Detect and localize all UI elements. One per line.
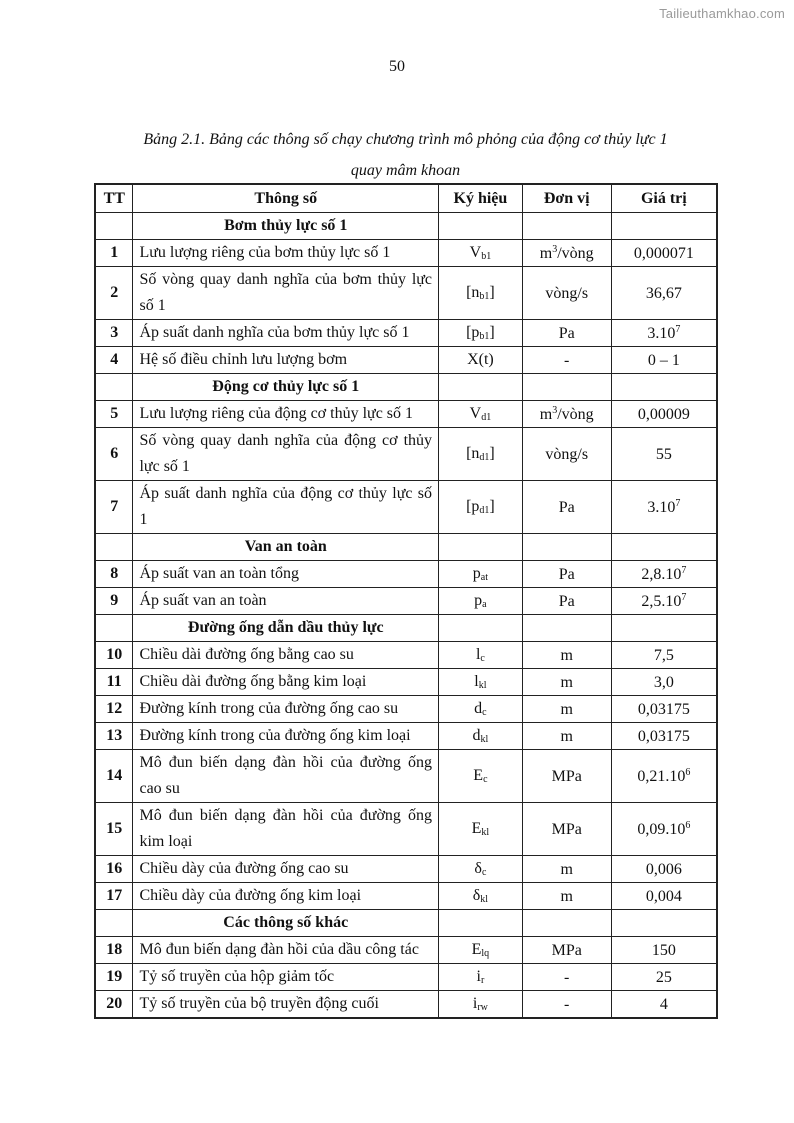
section-value-cell xyxy=(611,213,717,240)
parameter-value xyxy=(611,240,717,267)
parameter-name: Áp suất danh nghĩa của bơm thủy lực số 1 xyxy=(133,320,439,347)
symbol-subscript: kl xyxy=(478,680,487,691)
unit-suffix: /vòng xyxy=(557,244,594,262)
symbol-base: i xyxy=(476,968,481,985)
parameter-name: Áp suất van an toàn tổng xyxy=(133,561,439,588)
unit-base: Pa xyxy=(558,498,575,516)
parameter-name: Áp suất danh nghĩa của động cơ thủy lực số 1 xyxy=(133,481,439,534)
row-number: 7 xyxy=(95,481,133,534)
parameter-symbol xyxy=(439,856,523,883)
row-number: 15 xyxy=(95,803,133,856)
parameter-name: Số vòng quay danh nghĩa của bơm thủy lực số 1 xyxy=(133,267,439,320)
parameter-value xyxy=(611,561,717,588)
symbol-subscript: b1 xyxy=(479,331,490,342)
parameter-symbol xyxy=(439,320,523,347)
parameter-unit xyxy=(522,669,611,696)
unit-base: - xyxy=(564,968,570,986)
symbol-subscript: at xyxy=(480,572,489,583)
parameter-name: Lưu lượng riêng của động cơ thủy lực số 1 xyxy=(133,401,439,428)
section-value-cell xyxy=(611,374,717,401)
row-number: 18 xyxy=(95,937,133,964)
parameter-unit xyxy=(522,401,611,428)
parameter-symbol xyxy=(439,964,523,991)
value-base: 0,000071 xyxy=(633,244,694,262)
unit-base: Pa xyxy=(558,592,575,610)
section-title: Các thông số khác xyxy=(133,910,439,937)
parameter-value xyxy=(611,883,717,910)
symbol-base: l xyxy=(475,646,481,663)
row-number: 2 xyxy=(95,267,133,320)
table-row xyxy=(95,856,717,883)
table-caption xyxy=(94,124,717,186)
watermark: Tailieuthamkhao.com xyxy=(659,6,785,21)
parameter-unit xyxy=(522,991,611,1019)
section-value-cell xyxy=(611,615,717,642)
symbol-base: n xyxy=(471,445,480,462)
parameter-value xyxy=(611,428,717,481)
table-row xyxy=(95,320,717,347)
row-number: 8 xyxy=(95,561,133,588)
symbol-subscript: kl xyxy=(480,894,489,905)
value-base: 3,0 xyxy=(653,673,674,691)
unit-base: m xyxy=(539,244,553,262)
symbol-base: V xyxy=(469,244,482,261)
parameter-symbol xyxy=(439,588,523,615)
symbol-suffix: ] xyxy=(489,498,495,515)
section-value-cell xyxy=(611,534,717,561)
symbol-subscript: lq xyxy=(481,948,490,959)
value-exponent: 7 xyxy=(675,497,681,509)
unit-base: m xyxy=(560,673,573,691)
symbol-base: d xyxy=(472,727,481,744)
parameter-value xyxy=(611,320,717,347)
row-number: 3 xyxy=(95,320,133,347)
row-number: 11 xyxy=(95,669,133,696)
table-row xyxy=(95,401,717,428)
parameter-value xyxy=(611,696,717,723)
symbol-subscript: d1 xyxy=(479,505,490,516)
section-title: Van an toàn xyxy=(133,534,439,561)
symbol-base: p xyxy=(471,324,480,341)
value-base: 36,67 xyxy=(645,284,682,302)
symbol-base: X(t) xyxy=(467,351,494,368)
header-symbol: Ký hiệu xyxy=(439,184,523,213)
section-row xyxy=(95,910,717,937)
unit-base: Pa xyxy=(558,324,575,342)
parameters-table xyxy=(94,183,718,1019)
unit-base: m xyxy=(560,727,573,745)
row-number: 4 xyxy=(95,347,133,374)
parameter-value xyxy=(611,267,717,320)
value-base: 3.10 xyxy=(647,324,676,342)
parameter-symbol xyxy=(439,240,523,267)
symbol-suffix: ] xyxy=(489,445,495,462)
parameter-value xyxy=(611,347,717,374)
parameter-symbol xyxy=(439,696,523,723)
parameter-unit xyxy=(522,856,611,883)
parameter-unit xyxy=(522,481,611,534)
parameter-name: Mô đun biến dạng đàn hồi của dầu công tác xyxy=(133,937,439,964)
parameter-unit xyxy=(522,750,611,803)
unit-base: MPa xyxy=(551,767,582,785)
header-unit: Đơn vị xyxy=(522,184,611,213)
symbol-subscript: rw xyxy=(477,1002,488,1013)
table-row xyxy=(95,561,717,588)
symbol-prefix: [ xyxy=(466,445,472,462)
symbol-prefix: [ xyxy=(466,284,472,301)
value-base: 0 – 1 xyxy=(647,351,680,369)
header-tt: TT xyxy=(95,184,133,213)
section-row xyxy=(95,374,717,401)
value-base: 2,5.10 xyxy=(641,592,682,610)
table-row xyxy=(95,428,717,481)
symbol-subscript: d1 xyxy=(481,412,492,423)
parameter-symbol xyxy=(439,937,523,964)
parameter-name: Lưu lượng riêng của bơm thủy lực số 1 xyxy=(133,240,439,267)
section-symbol-cell xyxy=(439,534,523,561)
parameter-symbol xyxy=(439,481,523,534)
unit-superscript: 3 xyxy=(552,404,558,416)
parameter-symbol xyxy=(439,750,523,803)
section-row xyxy=(95,213,717,240)
symbol-base: δ xyxy=(474,860,482,877)
section-tt-cell xyxy=(95,534,133,561)
header-parameter: Thông số xyxy=(133,184,439,213)
row-number: 12 xyxy=(95,696,133,723)
parameter-unit xyxy=(522,803,611,856)
symbol-subscript: c xyxy=(481,867,487,878)
section-row xyxy=(95,615,717,642)
symbol-base: p xyxy=(472,565,481,582)
page-number: 50 xyxy=(389,58,405,75)
row-number: 14 xyxy=(95,750,133,803)
section-tt-cell xyxy=(95,374,133,401)
parameter-name: Mô đun biến dạng đàn hồi của đường ống kim loại xyxy=(133,803,439,856)
section-symbol-cell xyxy=(439,374,523,401)
row-number: 13 xyxy=(95,723,133,750)
value-base: 150 xyxy=(651,941,676,959)
table-row xyxy=(95,642,717,669)
parameter-symbol xyxy=(439,991,523,1019)
table-row xyxy=(95,750,717,803)
value-base: 0,004 xyxy=(645,887,682,905)
parameter-value xyxy=(611,723,717,750)
value-base: 0,03175 xyxy=(637,700,690,718)
symbol-subscript: c xyxy=(483,774,488,785)
symbol-base: i xyxy=(472,995,478,1012)
section-symbol-cell xyxy=(439,615,523,642)
value-base: 25 xyxy=(655,968,672,986)
symbol-base: E xyxy=(473,767,484,784)
parameter-value xyxy=(611,937,717,964)
value-exponent: 7 xyxy=(675,323,681,335)
parameter-symbol xyxy=(439,723,523,750)
parameter-symbol xyxy=(439,267,523,320)
parameter-symbol xyxy=(439,347,523,374)
parameter-name: Chiều dày của đường ống cao su xyxy=(133,856,439,883)
value-base: 55 xyxy=(655,445,672,463)
unit-base: m xyxy=(560,646,573,664)
symbol-suffix: ] xyxy=(489,324,495,341)
row-number: 19 xyxy=(95,964,133,991)
parameter-value xyxy=(611,669,717,696)
unit-base: m xyxy=(560,887,573,905)
unit-superscript: 3 xyxy=(552,243,558,255)
unit-base: m xyxy=(560,700,573,718)
parameter-unit xyxy=(522,883,611,910)
unit-base: vòng/s xyxy=(545,284,589,302)
symbol-subscript: kl xyxy=(480,734,489,745)
section-unit-cell xyxy=(522,374,611,401)
caption-line-2: quay mâm khoan xyxy=(350,162,461,179)
section-symbol-cell xyxy=(439,910,523,937)
row-number: 6 xyxy=(95,428,133,481)
parameter-value xyxy=(611,991,717,1019)
unit-base: MPa xyxy=(551,820,582,838)
parameter-unit xyxy=(522,642,611,669)
section-tt-cell xyxy=(95,910,133,937)
table-header-row xyxy=(95,184,717,213)
parameter-name: Tỷ số truyền của hộp giảm tốc xyxy=(133,964,439,991)
parameter-name: Hệ số điều chỉnh lưu lượng bơm xyxy=(133,347,439,374)
value-base: 0,03175 xyxy=(637,727,690,745)
table-row xyxy=(95,723,717,750)
section-title: Động cơ thủy lực số 1 xyxy=(133,374,439,401)
value-exponent: 7 xyxy=(681,591,687,603)
value-exponent: 7 xyxy=(681,564,687,576)
row-number: 1 xyxy=(95,240,133,267)
value-base: 0,21.10 xyxy=(637,767,686,785)
section-tt-cell xyxy=(95,615,133,642)
parameter-symbol xyxy=(439,642,523,669)
parameter-symbol xyxy=(439,883,523,910)
table-row xyxy=(95,964,717,991)
value-base: 4 xyxy=(659,995,668,1013)
unit-suffix: /vòng xyxy=(557,405,594,423)
value-base: 0,09.10 xyxy=(637,820,686,838)
table-row xyxy=(95,240,717,267)
parameter-value xyxy=(611,750,717,803)
unit-base: m xyxy=(560,860,573,878)
value-base: 7,5 xyxy=(653,646,674,664)
section-value-cell xyxy=(611,910,717,937)
parameter-unit xyxy=(522,347,611,374)
table-body xyxy=(95,213,717,1019)
unit-base: - xyxy=(564,351,570,369)
value-base: 0,006 xyxy=(645,860,682,878)
table-row xyxy=(95,588,717,615)
parameter-name: Số vòng quay danh nghĩa của động cơ thủy lực số 1 xyxy=(133,428,439,481)
symbol-suffix: ] xyxy=(489,284,495,301)
caption-line-1: Bảng 2.1. Bảng các thông số chạy chương trình mô phỏng của động cơ thủy lực 1 xyxy=(143,131,668,148)
unit-base: m xyxy=(539,405,553,423)
table-row xyxy=(95,347,717,374)
symbol-base: p xyxy=(471,498,480,515)
parameter-value xyxy=(611,856,717,883)
row-number: 17 xyxy=(95,883,133,910)
value-base: 0,00009 xyxy=(637,405,690,423)
section-row xyxy=(95,534,717,561)
value-exponent: 6 xyxy=(685,819,691,831)
symbol-subscript: c xyxy=(480,653,485,664)
symbol-base: δ xyxy=(472,887,481,904)
symbol-subscript: kl xyxy=(481,827,490,838)
parameter-unit xyxy=(522,937,611,964)
symbol-base: n xyxy=(471,284,480,301)
symbol-subscript: r xyxy=(480,975,485,986)
table-row xyxy=(95,991,717,1019)
table-row xyxy=(95,669,717,696)
symbol-base: d xyxy=(474,700,483,717)
parameter-symbol xyxy=(439,401,523,428)
parameter-unit xyxy=(522,320,611,347)
parameter-unit xyxy=(522,428,611,481)
table-row xyxy=(95,267,717,320)
unit-base: MPa xyxy=(551,941,582,959)
parameter-unit xyxy=(522,240,611,267)
section-unit-cell xyxy=(522,910,611,937)
section-tt-cell xyxy=(95,213,133,240)
parameter-value xyxy=(611,401,717,428)
table-row xyxy=(95,696,717,723)
parameter-name: Chiều dày của đường ống kim loại xyxy=(133,883,439,910)
parameter-value xyxy=(611,588,717,615)
header-value: Giá trị xyxy=(611,184,717,213)
value-base: 3.10 xyxy=(647,498,676,516)
parameter-name: Mô đun biến dạng đàn hồi của đường ống cao su xyxy=(133,750,439,803)
section-title: Đường ống dẫn dầu thủy lực xyxy=(133,615,439,642)
parameter-name: Chiều dài đường ống bằng cao su xyxy=(133,642,439,669)
parameter-symbol xyxy=(439,803,523,856)
section-unit-cell xyxy=(522,615,611,642)
parameter-name: Đường kính trong của đường ống cao su xyxy=(133,696,439,723)
table-row xyxy=(95,481,717,534)
section-symbol-cell xyxy=(439,213,523,240)
symbol-subscript: a xyxy=(482,599,487,610)
symbol-subscript: b1 xyxy=(479,291,490,302)
parameter-value xyxy=(611,481,717,534)
row-number: 20 xyxy=(95,991,133,1019)
parameter-symbol xyxy=(439,561,523,588)
table-row xyxy=(95,937,717,964)
section-title: Bơm thủy lực số 1 xyxy=(133,213,439,240)
parameter-value xyxy=(611,803,717,856)
unit-base: Pa xyxy=(558,565,575,583)
symbol-base: p xyxy=(474,592,483,609)
symbol-subscript: c xyxy=(482,707,487,718)
symbol-subscript: d1 xyxy=(479,452,490,463)
section-unit-cell xyxy=(522,534,611,561)
parameter-unit xyxy=(522,964,611,991)
value-exponent: 6 xyxy=(685,766,691,778)
parameter-name: Tỷ số truyền của bộ truyền động cuối xyxy=(133,991,439,1019)
symbol-base: E xyxy=(471,941,482,958)
symbol-base: E xyxy=(471,820,482,837)
parameter-unit xyxy=(522,588,611,615)
parameter-value xyxy=(611,642,717,669)
parameter-unit xyxy=(522,696,611,723)
row-number: 16 xyxy=(95,856,133,883)
unit-base: - xyxy=(564,995,570,1013)
row-number: 5 xyxy=(95,401,133,428)
parameter-name: Chiều dài đường ống bằng kim loại xyxy=(133,669,439,696)
value-base: 2,8.10 xyxy=(641,565,682,583)
symbol-prefix: [ xyxy=(466,324,472,341)
parameter-unit xyxy=(522,723,611,750)
parameter-unit xyxy=(522,561,611,588)
symbol-base: V xyxy=(469,405,482,422)
symbol-prefix: [ xyxy=(466,498,472,515)
parameter-symbol xyxy=(439,669,523,696)
table-row xyxy=(95,803,717,856)
parameter-name: Đường kính trong của đường ống kim loại xyxy=(133,723,439,750)
parameter-name: Áp suất van an toàn xyxy=(133,588,439,615)
symbol-base: l xyxy=(474,673,479,690)
table-row xyxy=(95,883,717,910)
unit-base: vòng/s xyxy=(545,445,589,463)
symbol-subscript: b1 xyxy=(481,251,492,262)
section-unit-cell xyxy=(522,213,611,240)
row-number: 9 xyxy=(95,588,133,615)
parameter-unit xyxy=(522,267,611,320)
parameter-value xyxy=(611,964,717,991)
parameter-symbol xyxy=(439,428,523,481)
row-number: 10 xyxy=(95,642,133,669)
